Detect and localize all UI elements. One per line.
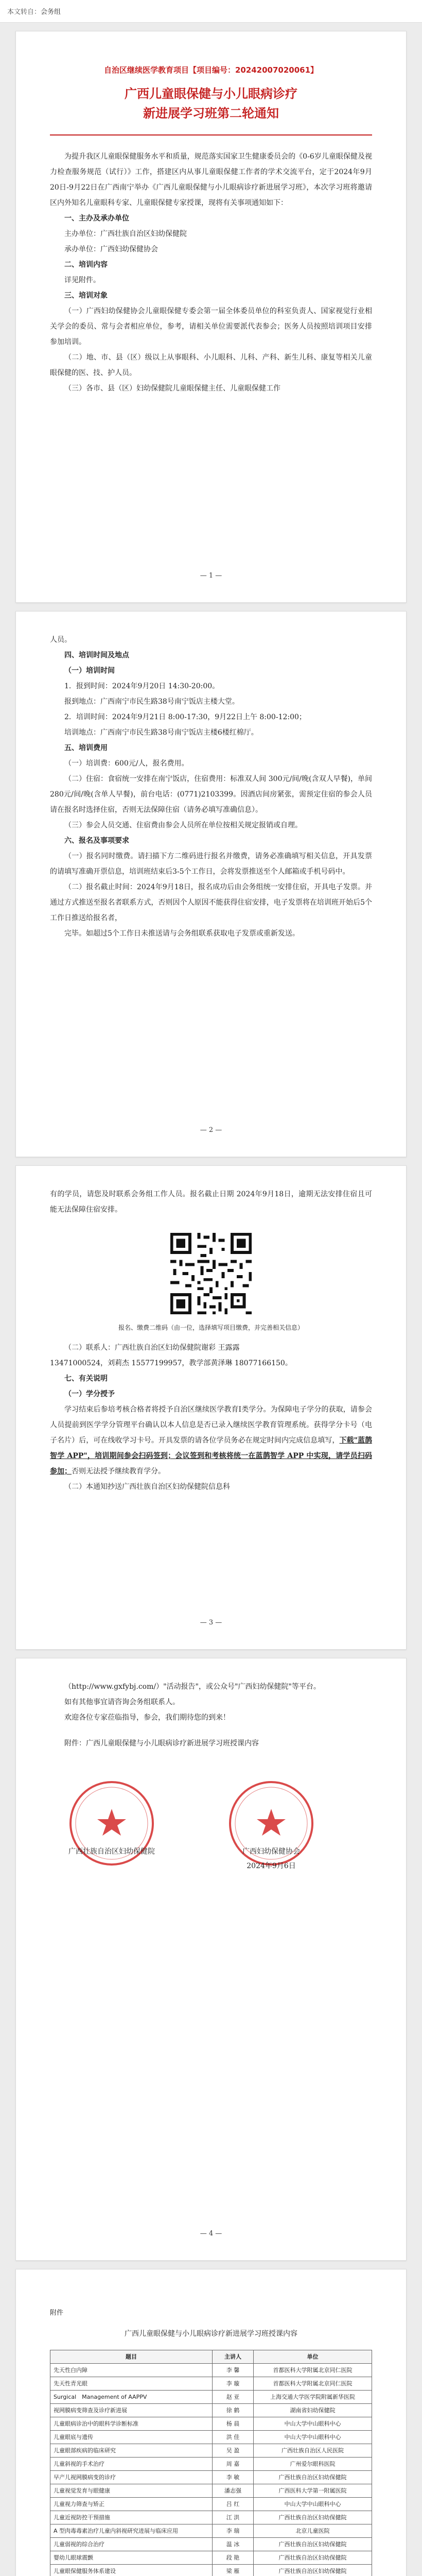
website-info: （http://www.gxfybj.com/）"活动报告"，或公众号"广西妇幼保健院"等平台。 xyxy=(64,1683,321,1691)
attachment-ref: 附件：广西儿童眼保健与小儿眼病诊疗新进展学习班授课内容 xyxy=(64,1739,259,1748)
table-header-row xyxy=(50,2350,372,2364)
table-row xyxy=(50,2565,372,2576)
seal-label-hospital: 广西壮族自治区妇幼保健院 xyxy=(68,1848,155,1856)
intro-paragraph: 为提升我区儿童眼保健服务水平和质量，规范落实国家卫生健康委员会的《0-6岁儿童眼保健及视力检查服务规范（试行）》工作，搭建区内从事儿童眼保健工作者的学术交流平台，定于2024年9月20日-9月22日在广西南宁举办《广西儿童眼保健与小儿眼病诊疗新进展学习班》，本次学习班将邀请区内外知名儿童眼科专家、儿童眼保健专家授课，现将有关事项通知如下： xyxy=(50,152,372,207)
sub-heading: （一）培训时间 xyxy=(64,667,115,675)
document-page-1 xyxy=(15,31,407,603)
contact-phones: 13471000524，刘莉杰 15577199957，教学部黄泽琳 18077166150。 xyxy=(50,1359,292,1367)
table-row xyxy=(50,2524,372,2538)
document-page-4 xyxy=(15,1658,407,2261)
lecture-speaker: 杨 晨 xyxy=(213,2417,254,2431)
document-header xyxy=(50,62,372,123)
lecture-speaker: 段 艳 xyxy=(213,2551,254,2565)
lecture-topic: 儿童眼病诊治中的眼科学诊断标准 xyxy=(50,2417,213,2431)
target-item: （一）广西妇幼保健协会儿童眼保健专委会第一届全体委员单位的科室负责人、国家视觉行业相关学会的委员、常与会者相应单位，参考，请相关单位需要派代表参会；医务人员按照培训项目安排参加培训。 xyxy=(50,307,372,346)
credit-note-emphasis: 下载"蓝鹊智学 APP"，培训期间参会扫码签到； xyxy=(50,1436,373,1460)
requirement-item: （一）报名同时缴费。请扫描下方二维码进行报名并缴费，请务必准确填写相关信息，开具发票的请填写准确开票信息，培训班结束后3-5个工作日，会将发票推送至个人邮箱或手机号码中。 xyxy=(50,852,372,876)
lecture-speaker: 江 洪 xyxy=(213,2511,254,2524)
lecture-speaker: 洪 佳 xyxy=(213,2431,254,2444)
fee-item: （二）住宿：食宿统一安排在南宁饭店，住宿费用：标准双人间 300元/间/晚(含双人早餐)，单间 280元/间/晚(含单人早餐)，前台电话：(0771)2103399。因酒店间房紧张，需预定住宿的参会人员请在报名时选择住宿，否则无法保障住宿（请务必填写准确信息）。 xyxy=(50,775,372,814)
lecture-speaker: 李 瑞 xyxy=(213,2524,254,2538)
document-title-line-1: 广西儿童眼保健与小儿眼病诊疗 xyxy=(125,87,297,101)
section-heading: 一、主办及承办单位 xyxy=(64,214,129,223)
page-number: — 4 — xyxy=(200,2230,222,2238)
qr-caption: 报名、缴费二维码（由一位，选择填写项目缴费，并完善相关信息） xyxy=(118,1324,304,1331)
requirement-item: 完毕。如超过5个工作日未推送请与会务组联系获取电子发票或重新发送。 xyxy=(64,929,300,938)
fee-item: （一）培训费：600元/人，报名费用。 xyxy=(64,759,189,768)
lecture-topic: 儿童眼保健服务体系建设 xyxy=(50,2565,213,2576)
table-row xyxy=(50,2458,372,2471)
table-row xyxy=(50,2444,372,2458)
lecture-unit: 首都医科大学附属北京同仁医院 xyxy=(254,2377,372,2391)
credit-note-text: 学习结束后参培考核合格者将授予自治区继续医学教育Ⅰ类学分。为保障电子学分的获取，请参会人员提前到医学学分管理平台确认以本人信息是否已录入继续医学教育管理系统。获得学分卡号（电子名片）后，可在线收学习卡号。开具发票的请各位学员务必在规定时间内完成信息填写， xyxy=(50,1405,372,1445)
column-header-unit: 单位 xyxy=(254,2350,372,2364)
lecture-topic: 儿童眼部疾病的临床研究 xyxy=(50,2444,213,2458)
table-row xyxy=(50,2498,372,2511)
table-row xyxy=(50,2471,372,2484)
target-item: （三）各市、县（区）妇幼保健院儿童眼保健主任、儿童眼保健工作 xyxy=(64,384,280,393)
signature-area xyxy=(50,1777,372,1890)
lecture-unit: 广西壮族自治区人民医院 xyxy=(254,2444,372,2458)
lecture-unit: 广西壮族自治区妇幼保健院 xyxy=(254,2551,372,2565)
lecture-unit: 广西壮族自治区妇幼保健院 xyxy=(254,2471,372,2484)
co-host-unit: 承办单位：广西妇幼保健协会 xyxy=(64,245,158,253)
training-time: 2．培训时间：2024年9月21日 8:00-17:30，9月22日上午 8:00-12:00； xyxy=(64,713,306,721)
table-row xyxy=(50,2404,372,2417)
credit-note-end: 否则无法授予继续教育学分。 xyxy=(72,1467,165,1476)
project-number: 自治区继续医学教育项目【项目编号：20242007020061】 xyxy=(103,65,319,75)
training-place: 培训地点：广西南宁市民生路38号南宁饭店主楼6楼红棉厅。 xyxy=(64,728,258,737)
lecture-topic: 儿童视觉发育与眼健康 xyxy=(50,2484,213,2498)
lecture-speaker: 吴 盈 xyxy=(213,2444,254,2458)
table-row xyxy=(50,2431,372,2444)
registration-place: 报到地点：广西南宁市民生路38号南宁饭店主楼大堂。 xyxy=(64,698,239,706)
lecture-speaker: 赵 亚 xyxy=(213,2391,254,2404)
lecture-speaker: 吕 红 xyxy=(213,2498,254,2511)
table-row xyxy=(50,2538,372,2551)
table-row xyxy=(50,2511,372,2524)
section-heading: 四、培训时间及地点 xyxy=(64,651,129,659)
lecture-topic: 儿童近视防控干预措施 xyxy=(50,2511,213,2524)
table-row xyxy=(50,2417,372,2431)
fee-item: （三）参会人员交通、住宿费由参会人员所在单位按相关规定报销或自理。 xyxy=(64,821,302,829)
attendance-note: （二）本通知抄送广西壮族自治区妇幼保健院信息科 xyxy=(64,1483,230,1491)
lecture-topic: A 型肉毒毒素治疗儿童内斜视研究进展与临床应用 xyxy=(50,2524,213,2538)
target-item: （二）地、市、县（区）级以上从事眼科、小儿眼科、儿科、产科、新生儿科、康复等相关儿童眼保健的医、技、护人员。 xyxy=(50,353,372,377)
page-number: — 1 — xyxy=(200,572,222,580)
continued-text: 有的学员，请您及时联系会务组工作人员。报名截止日期 2024年9月18日，逾期无法安排住宿且可能无法保障住宿安排。 xyxy=(50,1190,372,1214)
lecture-unit: 广西医科大学第一附属医院 xyxy=(254,2484,372,2498)
lecture-topic: 先天性白内障 xyxy=(50,2364,213,2377)
table-row xyxy=(50,2551,372,2565)
document-page-2 xyxy=(15,611,407,1157)
document-page-3 xyxy=(15,1165,407,1650)
lecture-unit: 广西壮族自治区妇幼保健院 xyxy=(254,2565,372,2576)
source-value: 会务组 xyxy=(41,8,61,16)
lecture-unit: 广西壮族自治区妇幼保健院 xyxy=(254,2511,372,2524)
table-row xyxy=(50,2391,372,2404)
section-heading: 三、培训对象 xyxy=(64,292,108,300)
lecture-unit: 广州爱尔眼科医院 xyxy=(254,2458,372,2471)
lecture-unit: 首都医科大学附属北京同仁医院 xyxy=(254,2364,372,2377)
article-source-bar xyxy=(0,0,422,23)
lecture-speaker: 周 嘉 xyxy=(213,2458,254,2471)
host-unit: 主办单位：广西壮族自治区妇幼保健院 xyxy=(64,230,187,238)
attachment-title: 广西儿童眼保健与小儿眼病诊疗新进展学习班授课内容 xyxy=(125,2330,297,2338)
lecture-unit: 中山大学中山眼科中心 xyxy=(254,2431,372,2444)
credit-note-emphasis-2: 会议签到和考核将统一在蓝鹊智学 APP 中实现，请学员扫码参加； xyxy=(50,1452,372,1476)
welcome-text: 欢迎各位专家莅临指导，参会，我们期待您的到来！ xyxy=(64,1714,230,1722)
table-row xyxy=(50,2377,372,2391)
lecture-topic: 儿童斜视的手术治疗 xyxy=(50,2458,213,2471)
lecture-speaker: 温 冰 xyxy=(213,2538,254,2551)
section-heading: 五、培训费用 xyxy=(64,744,108,752)
qr-code-container xyxy=(50,1230,372,1317)
column-header-topic: 题目 xyxy=(50,2350,213,2364)
lecture-schedule-table xyxy=(50,2350,372,2576)
document-title-line-2: 新进展学习班第二轮通知 xyxy=(143,106,279,121)
lecture-speaker: 徐 鹤 xyxy=(213,2404,254,2417)
section-heading: 六、报名及事项要求 xyxy=(64,837,129,845)
lecture-unit: 北京儿童医院 xyxy=(254,2524,372,2538)
lecture-topic: 儿童视力筛查与矫正 xyxy=(50,2498,213,2511)
lecture-speaker: 梁 雁 xyxy=(213,2565,254,2576)
table-row xyxy=(50,2364,372,2377)
section-heading: 二、培训内容 xyxy=(64,261,108,269)
lecture-unit: 中山大学中山眼科中心 xyxy=(254,2417,372,2431)
red-divider xyxy=(50,134,372,135)
lecture-unit: 上海交通大学医学院附属新华医院 xyxy=(254,2391,372,2404)
lecture-unit: 中山大学中山眼科中心 xyxy=(254,2498,372,2511)
seal-label-association: 广西妇幼保健协会 xyxy=(242,1848,300,1856)
attachment-label: 附件 xyxy=(50,2309,64,2317)
sub-heading: （一）学分授予 xyxy=(64,1390,115,1398)
lecture-topic: 视网膜病变筛查及诊疗新进展 xyxy=(50,2404,213,2417)
lecture-topic: 早产儿视网膜病变的诊疗 xyxy=(50,2471,213,2484)
lecture-speaker: 李 敏 xyxy=(213,2471,254,2484)
lecture-speaker: 李 馨 xyxy=(213,2364,254,2377)
document-page-5 xyxy=(15,2269,407,2576)
source-label: 本文转自： xyxy=(7,8,41,16)
section-heading: 七、有关说明 xyxy=(64,1375,108,1383)
registration-qr-code-icon[interactable] xyxy=(167,1230,255,1317)
column-header-speaker: 主讲人 xyxy=(213,2350,254,2364)
lecture-speaker: 李 璇 xyxy=(213,2377,254,2391)
contact-person: （二）联系人：广西壮族自治区妇幼保健院谢彩 王露露 xyxy=(64,1344,240,1352)
lecture-topic: 儿童弱视的综合治疗 xyxy=(50,2538,213,2551)
page-number: — 3 — xyxy=(200,1619,222,1626)
page-number: — 2 — xyxy=(200,1126,222,1134)
table-body xyxy=(50,2364,372,2576)
requirement-item: （二）报名截止时间：2024年9月18日，报名成功后由会务组统一安排住宿，开具电子发票。并通过方式推送至报名者联系方式，否则因个人原因不能获得住宿安排，电子发票将在培训班开始后5个工作日推送给报名者， xyxy=(50,883,372,922)
contact-note: 如有其他事宜请咨询会务组联系人。 xyxy=(64,1698,180,1706)
issue-date: 2024年9月6日 xyxy=(247,1862,296,1870)
continued-text: 人员。 xyxy=(50,636,72,644)
lecture-topic: 婴幼儿眼球震颤 xyxy=(50,2551,213,2565)
lecture-topic: 先天性青光眼 xyxy=(50,2377,213,2391)
lecture-topic: Surgical Management of AAPPV xyxy=(50,2391,213,2404)
table-row xyxy=(50,2484,372,2498)
lecture-topic: 儿童眼底与遗传 xyxy=(50,2431,213,2444)
registration-time: 1．报到时间：2024年9月20日 14:30-20:00。 xyxy=(64,682,220,690)
credit-note xyxy=(50,1402,372,1479)
lecture-unit: 湖南省妇幼保健院 xyxy=(254,2404,372,2417)
content-text: 详见附件。 xyxy=(64,276,100,284)
lecture-speaker: 潘志强 xyxy=(213,2484,254,2498)
lecture-unit: 广西壮族自治区妇幼保健院 xyxy=(254,2538,372,2551)
